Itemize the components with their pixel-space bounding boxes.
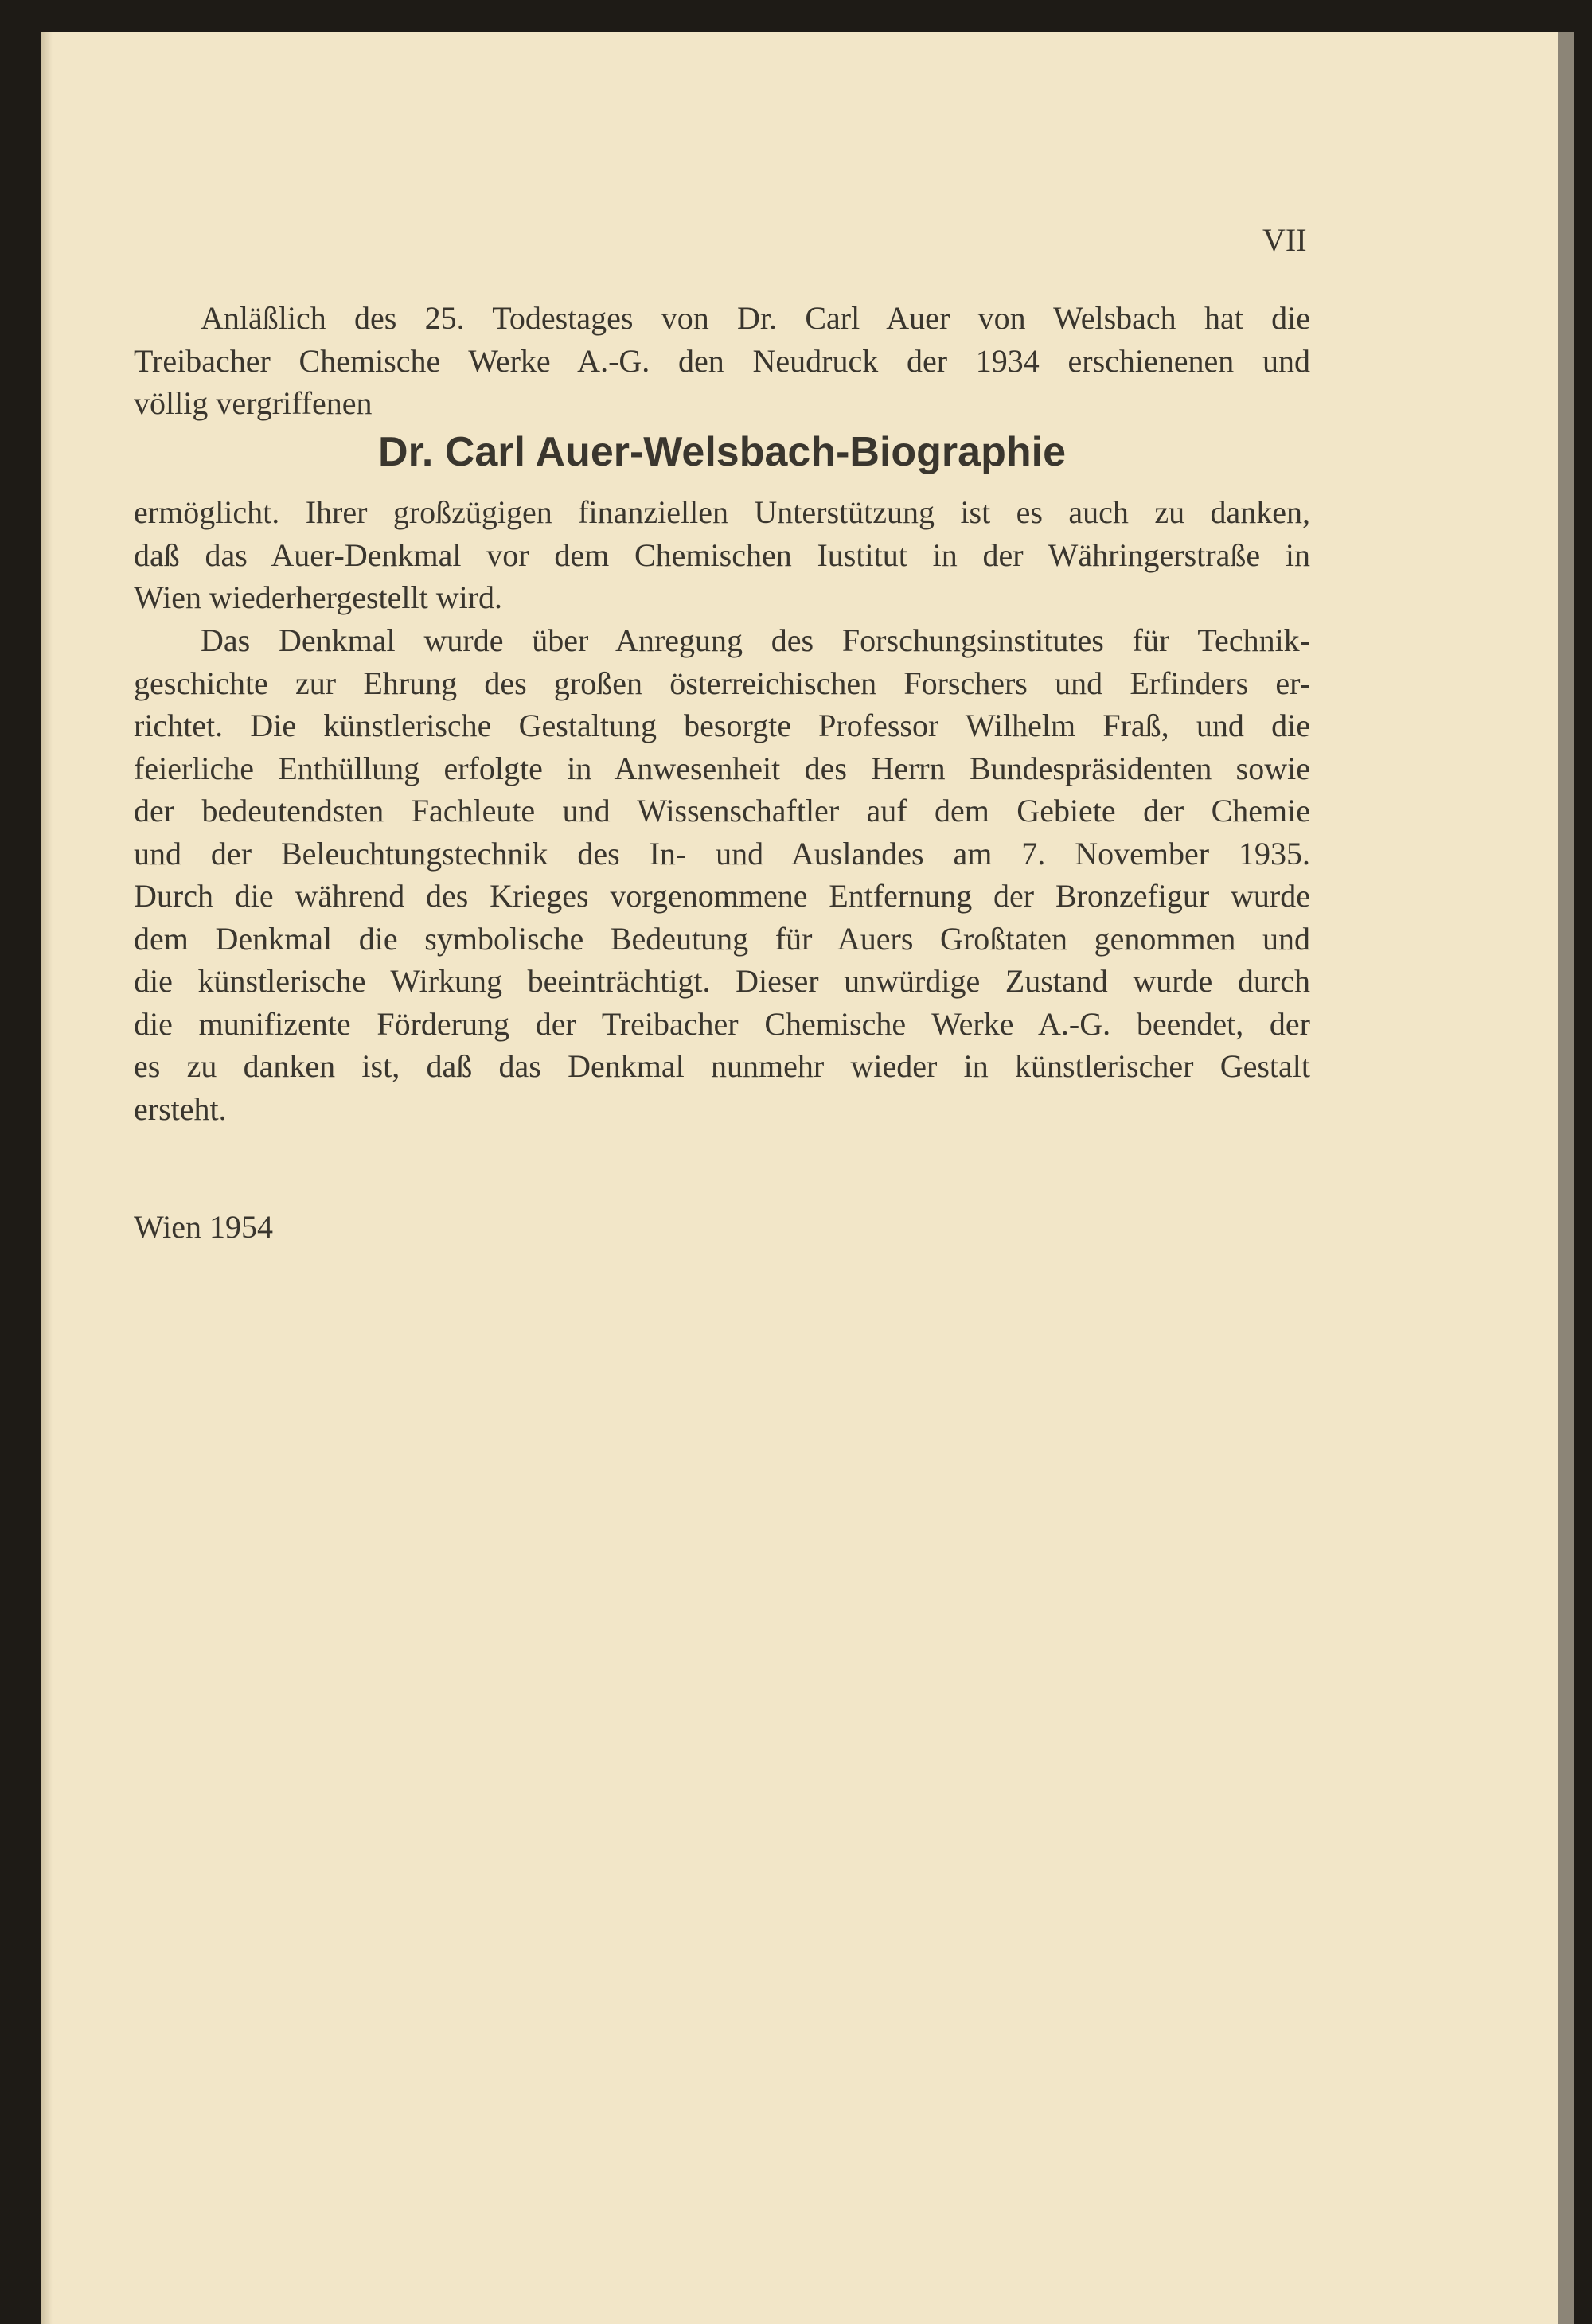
text-line: daß das Auer-Denkmal vor dem Chemischen Iustitut in der Währingerstraße in — [134, 536, 1310, 573]
book-title-heading: Dr. Carl Auer-Welsbach-Biographie — [378, 429, 1066, 475]
text-line: feierliche Enthüllung erfolgte in Anwesenheit des Herrn Bundespräsidenten sowie — [134, 750, 1310, 786]
text-line: dem Denkmal die symbolische Bedeutung für Auers Großtaten genommen und — [134, 920, 1310, 957]
place-date: Wien 1954 — [134, 1209, 274, 1245]
text-line: ermöglicht. Ihrer großzügigen finanziellen Unterstützung ist es auch zu danken, — [134, 494, 1310, 530]
text-line: Treibacher Chemische Werke A.-G. den Neudruck der 1934 erschienenen und — [134, 342, 1310, 379]
text-line: und der Beleuchtungstechnik des In- und Auslandes am 7. November 1935. — [134, 835, 1310, 872]
text-line: die munifizente Förderung der Treibacher Chemische Werke A.-G. beendet, der — [134, 1005, 1310, 1042]
text-line: es zu danken ist, daß das Denkmal nunmehr wieder in künstlerischer Gestalt — [134, 1048, 1310, 1084]
text-line: richtet. Die künstlerische Gestaltung besorgte Professor Wilhelm Fraß, und die — [134, 708, 1310, 743]
text-line: Durch die während des Krieges vorgenommene Entfernung der Bronzefigur wurde — [134, 878, 1310, 914]
text-line: Das Denkmal wurde über Anregung des Forschungsinstitutes für Technik- — [201, 622, 1310, 658]
page-number: VII — [1262, 222, 1307, 258]
paragraph-1 — [134, 491, 1310, 619]
text-line: ersteht. — [134, 1090, 227, 1127]
text-line: geschichte zur Ehrung des großen österreichischen Forschers und Erfinders er- — [134, 665, 1310, 701]
text-line: Wien wiederhergestellt wird. — [134, 579, 503, 615]
text-line: völlig vergriffenen — [134, 385, 373, 421]
text-line: der bedeutendsten Fachleute und Wissenschaftler auf dem Gebiete der Chemie — [134, 793, 1310, 829]
text-line: die künstlerische Wirkung beeinträchtigt. Dieser unwürdige Zustand wurde durch — [134, 963, 1310, 999]
paragraph-2 — [134, 619, 1310, 1130]
page-edge — [1558, 32, 1574, 2324]
page-gutter-shadow — [41, 32, 53, 2324]
intro-paragraph — [134, 297, 1310, 425]
text-line: Anläßlich des 25. Todestages von Dr. Carl Auer von Welsbach hat die — [201, 300, 1310, 336]
